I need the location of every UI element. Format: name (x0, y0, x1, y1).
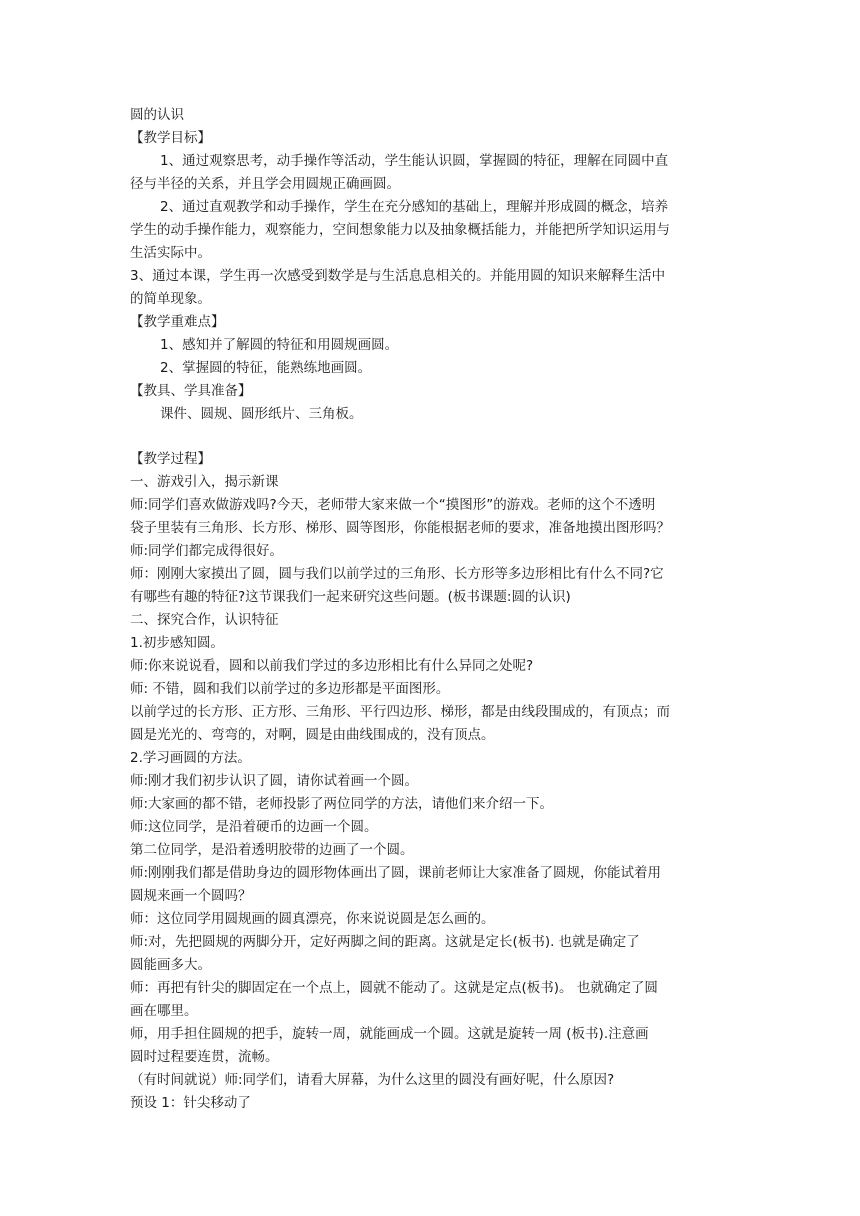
paragraph-line: 第二位同学，是沿着透明胶带的边画了一个圆。 (130, 842, 414, 858)
materials-list: 课件、圆规、圆形纸片、三角板。 (160, 406, 363, 422)
paragraph-line: （有时间就说）师:同学们，请看大屏幕，为什么这里的圆没有画好呢，什么原因? (130, 1072, 615, 1088)
section-heading-goals: 【教学目标】 (130, 130, 211, 146)
step-heading-1: 一、游戏引入，揭示新课 (130, 474, 279, 490)
step-heading-2: 二、探究合作，认识特征 (130, 612, 279, 628)
sub-heading-1: 1.初步感知圆。 (130, 635, 224, 651)
paragraph-line: 师，用手担住圆规的把手，旋转一周，就能画成一个圆。这就是旋转一周 (板书).注意画 (130, 1026, 649, 1042)
goal-2-line-2: 学生的动手操作能力，观察能力，空间想象能力以及抽象概括能力，并能把所学知识运用与 (130, 222, 670, 238)
paragraph-line: 袋子里装有三角形、长方形、梯形、圆等图形，你能根据老师的要求，准备地摸出图形吗？ (130, 520, 670, 536)
paragraph-line: 师:刚刚我们都是借助身边的圆形物体画出了圆，课前老师让大家准备了圆规，你能试着用 (130, 865, 662, 881)
paragraph-line: 师:刚才我们初步认识了圆，请你试着画一个圆。 (130, 773, 419, 789)
goal-1-line-1: 1、通过观察思考，动手操作等活动，学生能认识圆，掌握圆的特征，理解在同圆中直 (160, 153, 669, 169)
paragraph-line: 圆是光光的、弯弯的，对啊，圆是由曲线围成的，没有顶点。 (130, 727, 495, 743)
paragraph-line: 师:你来说说看，圆和以前我们学过的多边形相比有什么异同之处呢? (130, 658, 534, 674)
paragraph-line: 圆能画多大。 (130, 957, 211, 973)
paragraph-line: 圆时过程要连贯，流畅。 (130, 1049, 279, 1065)
section-heading-process: 【教学过程】 (130, 451, 211, 467)
sub-heading-2: 2.学习画圆的方法。 (130, 750, 251, 766)
paragraph-line: 师:大家画的都不错，老师投影了两位同学的方法，请他们来介绍一下。 (130, 796, 554, 812)
goal-2-line-3: 生活实际中。 (130, 245, 211, 261)
goal-2-line-1: 2、通过直观教学和动手操作，学生在充分感知的基础上，理解并形成圆的概念，培养 (160, 199, 669, 215)
paragraph-line: 师:同学们都完成得很好。 (130, 543, 284, 559)
document-title: 圆的认识 (130, 107, 184, 123)
paragraph-line: 画在哪里。 (130, 1003, 198, 1019)
goal-3-line-1: 3、通过本课，学生再一次感受到数学是与生活息息相关的。并能用圆的知识来解释生活中 (130, 268, 666, 284)
paragraph-line: 师：刚刚大家摸出了圆，圆与我们以前学过的三角形、长方形等多边形相比有什么不同?它 (130, 566, 664, 582)
goal-1-line-2: 径与半径的关系，并且学会用圆规正确画圆。 (130, 176, 400, 192)
paragraph-line: 圆规来画一个圆吗？ (130, 888, 252, 904)
paragraph-line: 有哪些有趣的特征?这节课我们一起来研究这些问题。(板书课题:圆的认识) (130, 589, 571, 605)
paragraph-line: 师：再把有针尖的脚固定在一个点上，圆就不能动了。这就是定点(板书)。 也就确定了圆 (130, 980, 658, 996)
section-heading-key-points: 【教学重难点】 (130, 314, 225, 330)
paragraph-line: 师: 不错，圆和我们以前学过的多边形都是平面图形。 (130, 681, 450, 697)
section-heading-materials: 【教具、学具准备】 (130, 383, 252, 399)
paragraph-line: 预设 1：针尖移动了 (130, 1095, 251, 1111)
paragraph-line: 师:同学们喜欢做游戏吗?今天，老师带大家来做一个“摸图形”的游戏。老师的这个不透明 (130, 497, 656, 513)
goal-3-line-2: 的简单现象。 (130, 291, 211, 307)
paragraph-line: 以前学过的长方形、正方形、三角形、平行四边形、梯形，都是由线段围成的，有顶点；而 (130, 704, 670, 720)
key-point-2: 2、掌握圆的特征，能熟练地画圆。 (160, 360, 372, 376)
paragraph-line: 师:这位同学，是沿着硬币的边画一个圆。 (130, 819, 378, 835)
paragraph-line: 师:对，先把圆规的两脚分开，定好两脚之间的距离。这就是定长(板书). 也就是确定了 (130, 934, 640, 950)
paragraph-line: 师：这位同学用圆规画的圆真漂亮，你来说说圆是怎么画的。 (130, 911, 495, 927)
key-point-1: 1、感知并了解圆的特征和用圆规画圆。 (160, 337, 399, 353)
